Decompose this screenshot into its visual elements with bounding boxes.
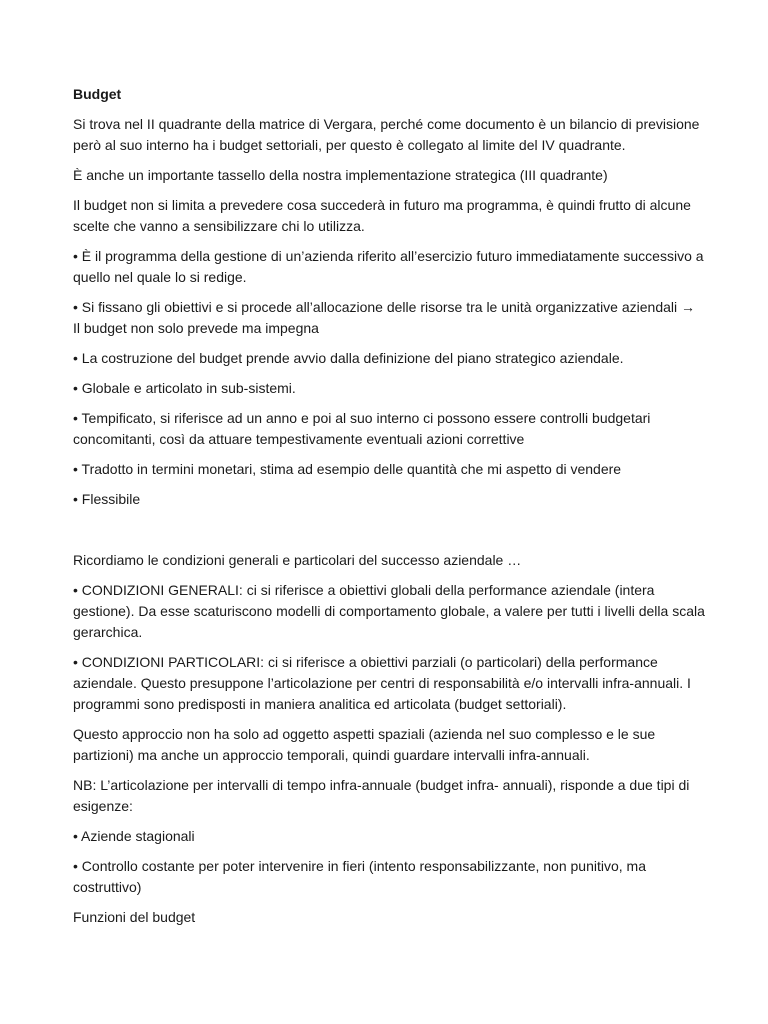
paragraph-ricordiamo: Ricordiamo le condizioni generali e particolari del successo aziendale … <box>73 552 522 568</box>
bullet-costruzione: • La costruzione del budget prende avvio dalla definizione del piano strategico aziendale. <box>73 350 624 366</box>
document-page <box>73 84 705 937</box>
bullet-monetari: • Tradotto in termini monetari, stima ad esempio delle quantità che mi aspetto di vendere <box>73 461 622 477</box>
bullet-condizioni-particolari: • CONDIZIONI PARTICOLARI: ci si riferisce a obiettivi parziali (o particolari) della performance aziendale. Questo presuppone l’articolazione per centri di responsabilità e/o intervalli infra-annuali. I programmi sono predisposti in maniera analitica ed articolata (budget settoriali). <box>73 654 691 712</box>
bullet-obiettivi: • Si fissano gli obiettivi e si procede all’allocazione delle risorse tra le unità organizzative aziendali → Il budget non solo prevede ma impegna <box>73 299 696 336</box>
document-title: Budget <box>73 86 122 102</box>
bullet-controllo-costante: • Controllo costante per poter intervenire in fieri (intento responsabilizzante, non punitivo, ma costruttivo) <box>73 858 646 895</box>
paragraph-quadrante: Si trova nel II quadrante della matrice di Vergara, perché come documento è un bilancio di previsione però al suo interno ha i budget settoriali, per questo è collegato al limite del IV quadrante. <box>73 116 700 153</box>
paragraph-nb: NB: L’articolazione per intervalli di tempo infra-annuale (budget infra- annuali), risponde a due tipi di esigenze: <box>73 777 690 814</box>
section-spacer <box>73 519 705 550</box>
paragraph-funzioni: Funzioni del budget <box>73 909 196 925</box>
bullet-flessibile: • Flessibile <box>73 491 141 507</box>
bullet-programma-gestione: • È il programma della gestione di un’azienda riferito all’esercizio futuro immediatamente successivo a quello nel quale lo si redige. <box>73 248 704 285</box>
bullet-tempificato: • Tempificato, si riferisce ad un anno e poi al suo interno ci possono essere controlli budgetari concomitanti, così da attuare tempestivamente eventuali azioni correttive <box>73 410 651 447</box>
paragraph-approccio: Questo approccio non ha solo ad oggetto aspetti spaziali (azienda nel suo complesso e le sue partizioni) ma anche un approccio temporali, quindi guardare intervalli infra-annuali. <box>73 726 656 763</box>
paragraph-tassello: È anche un importante tassello della nostra implementazione strategica (III quadrante) <box>73 167 608 183</box>
bullet-aziende-stagionali: • Aziende stagionali <box>73 828 195 844</box>
bullet-globale: • Globale e articolato in sub-sistemi. <box>73 380 296 396</box>
paragraph-programma: Il budget non si limita a prevedere cosa succederà in futuro ma programma, è quindi frutto di alcune scelte che vanno a sensibilizzare chi lo utilizza. <box>73 197 691 234</box>
bullet-condizioni-generali: • CONDIZIONI GENERALI: ci si riferisce a obiettivi globali della performance aziendale (intera gestione). Da esse scaturiscono modelli di comportamento globale, a valere per tutti i livelli della scala gerarchica. <box>73 582 705 640</box>
